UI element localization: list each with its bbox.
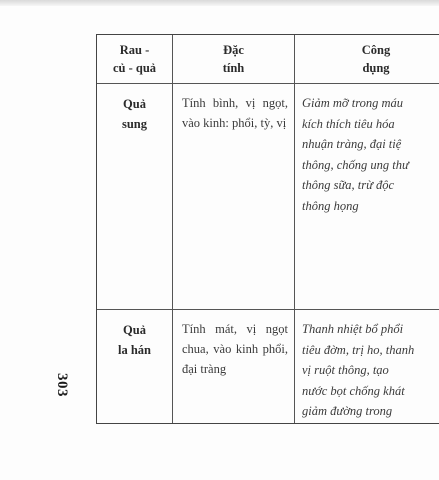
row-2-property-cell: Tính mát, vị ngọt chua, vào kinh phổi, đại tràng bbox=[182, 322, 288, 376]
header-cell-usage bbox=[295, 35, 439, 83]
usage-line: thông, chống ung thư bbox=[302, 157, 409, 172]
row-1-name-cell bbox=[97, 84, 172, 309]
usage-line: nước bọt chống khát bbox=[302, 383, 405, 398]
usage-line: thông họng bbox=[302, 198, 359, 213]
header-text: Công bbox=[361, 43, 391, 57]
produce-name: Quả bbox=[123, 97, 146, 111]
header-text: Rau - bbox=[119, 43, 150, 57]
usage-line: tiêu đờm, trị ho, thanh bbox=[302, 342, 415, 357]
header-text: củ - quả bbox=[112, 61, 157, 75]
header-text: Đặc bbox=[223, 43, 244, 57]
usage-line: Thanh nhiệt bổ phổi bbox=[302, 322, 404, 336]
produce-name: la hán bbox=[117, 343, 151, 357]
row-1-property-cell: Tính bình, vị ngọt, vào kinh: phổi, tỳ, vị bbox=[182, 96, 288, 130]
row-1-usage-cell bbox=[295, 84, 439, 309]
scan-edge-shadow bbox=[0, 0, 439, 6]
usage-line: kích thích tiêu hóa bbox=[302, 116, 395, 131]
page-number: 303 bbox=[54, 373, 71, 397]
row-2-usage-cell bbox=[295, 310, 439, 425]
row-2-name-cell bbox=[97, 310, 172, 425]
usage-line: vị ruột thông, tạo bbox=[302, 363, 389, 377]
header-cell-property bbox=[173, 35, 294, 83]
header-cell-produce bbox=[97, 35, 172, 83]
usage-line: Giảm mỡ trong máu bbox=[302, 96, 404, 110]
usage-line: giảm đường trong bbox=[302, 404, 393, 418]
produce-name: Quả bbox=[123, 323, 146, 337]
header-text: tính bbox=[222, 61, 245, 75]
usage-line: thông sữa, trừ độc bbox=[302, 178, 395, 192]
usage-line: nhuận tràng, đại tiệ bbox=[302, 137, 402, 151]
vegetable-properties-table bbox=[96, 34, 439, 424]
header-text: dụng bbox=[362, 61, 390, 75]
produce-name: sung bbox=[121, 117, 148, 131]
